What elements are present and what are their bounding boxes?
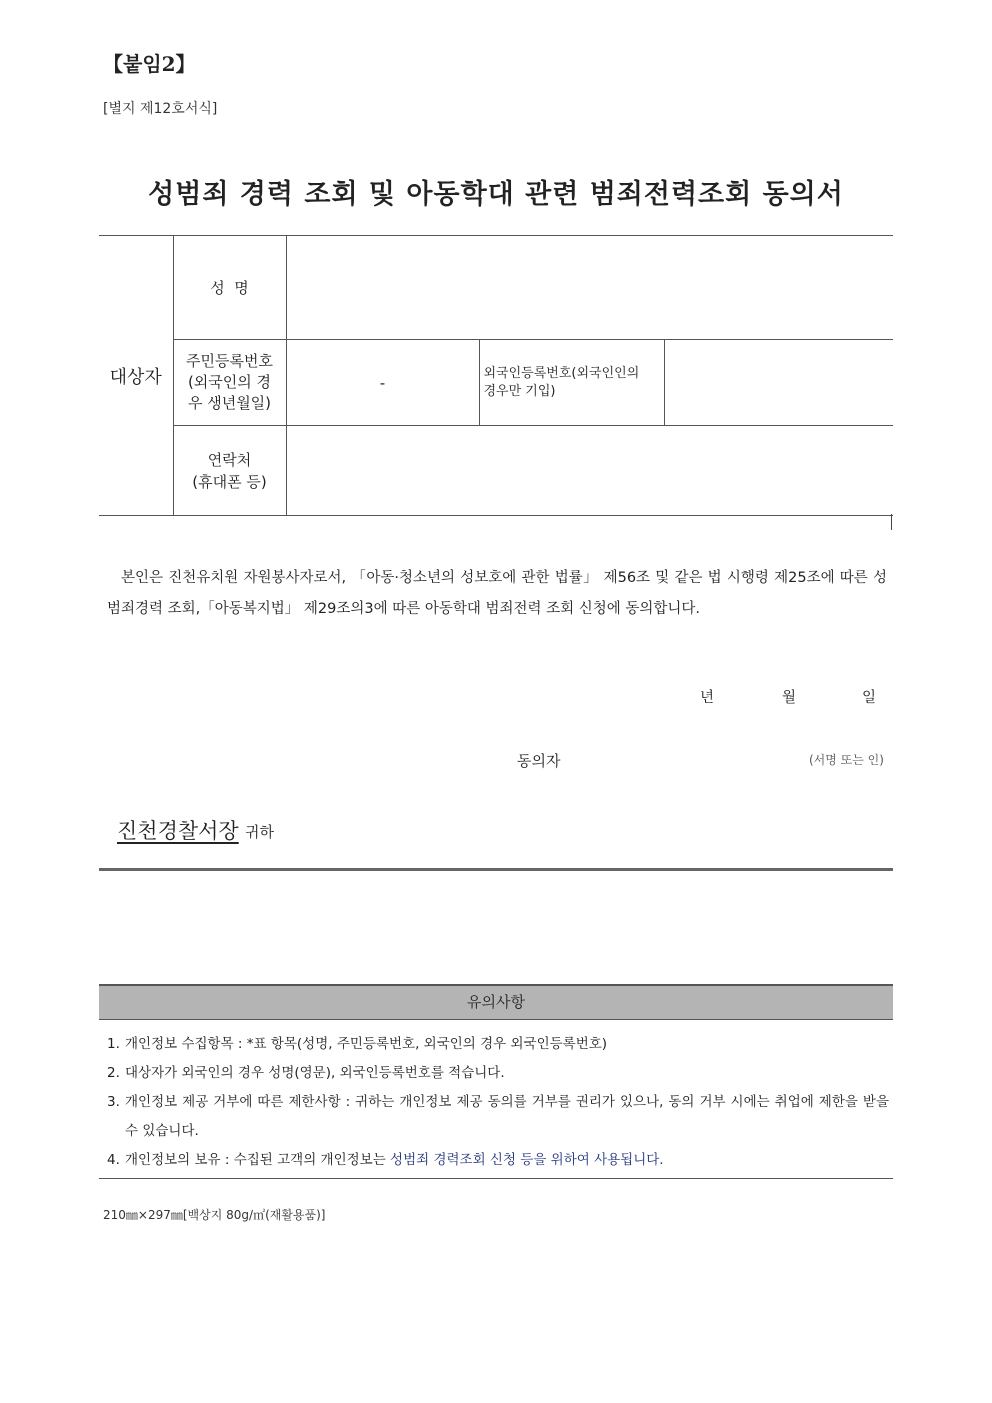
form-number: [별지 제12호서식] <box>103 101 218 117</box>
section-divider <box>99 868 893 871</box>
notice-item-text-main: 개인정보의 보유 : 수집된 고객의 개인정보는 <box>125 1152 391 1168</box>
notice-item-text: 개인정보 수집항목 : *표 항목(성명, 주민등록번호, 외국인의 경우 외국인등록번호) <box>125 1036 608 1052</box>
date-month-label: 월 <box>782 690 797 706</box>
recipient-name: 진천경찰서장 <box>117 819 239 843</box>
signature-note: (서명 또는 인) <box>809 753 884 767</box>
consent-paragraph <box>107 563 887 625</box>
notice-item <box>107 1030 889 1059</box>
notice-item <box>107 1059 889 1088</box>
table-end-mark <box>891 514 892 530</box>
subject-group-label: 대상자 <box>99 236 173 516</box>
rrn-separator: - <box>379 373 386 392</box>
notice-item-text <box>125 1146 889 1175</box>
document-title: 성범죄 경력 조회 및 아동학대 관련 범죄전력조회 동의서 <box>148 179 844 210</box>
notice-item-number: 1. <box>107 1036 120 1052</box>
notice-item-text: 개인정보 제공 거부에 따른 제한사항 : 귀하는 개인정보 제공 동의를 거부를 권리가 있으나, 동의 거부 시에는 취업에 제한을 받을 수 있습니다. <box>125 1094 889 1139</box>
contact-label: 연락처 (휴대폰 등) <box>173 426 286 516</box>
paper-spec-footer: 210㎜×297㎜[백상지 80g/㎡(재활용품)] <box>103 1208 326 1222</box>
notice-bottom-rule <box>99 1178 893 1179</box>
alien-registration-label: 외국인등록번호(외국인인의 경우만 기입) <box>479 340 664 426</box>
notice-heading: 유의사항 <box>99 984 893 1020</box>
recipient-suffix: 귀하 <box>245 823 274 841</box>
date-year-label: 년 <box>700 690 715 706</box>
consenter-label: 동의자 <box>517 752 561 770</box>
subject-info-table <box>99 235 893 516</box>
consent-text: 본인은 진천유치원 자원봉사자로서, 「아동·청소년의 성보호에 관한 법률」 제56조 및 같은 법 시행령 제25조에 따른 성범죄경력 조회,「아동복지법」 제29조의3에 따른 아동학대 범죄전력 조회 신청에 동의합니다. <box>107 570 887 617</box>
notice-item-number: 2. <box>107 1065 120 1081</box>
notice-item-text-highlight: 성범죄 경력조회 신청 등을 위하여 사용됩니다. <box>390 1152 664 1168</box>
notice-list <box>107 1030 889 1175</box>
date-day-label: 일 <box>862 690 877 706</box>
contact-field[interactable] <box>286 426 893 516</box>
attachment-label: 【붙임2】 <box>103 52 196 76</box>
rrn-label: 주민등록번호 (외국인의 경 우 생년월일) <box>173 340 286 426</box>
name-field[interactable] <box>286 236 893 340</box>
notice-item-number: 4. <box>107 1152 120 1168</box>
rrn-field[interactable] <box>286 340 479 426</box>
notice-item <box>107 1088 889 1146</box>
notice-item-number: 3. <box>107 1094 120 1110</box>
notice-item <box>107 1146 889 1175</box>
notice-item-text: 대상자가 외국인의 경우 성명(영문), 외국인등록번호를 적습니다. <box>125 1065 505 1081</box>
alien-registration-field[interactable] <box>664 340 893 426</box>
name-label: 성 명 <box>173 236 286 340</box>
